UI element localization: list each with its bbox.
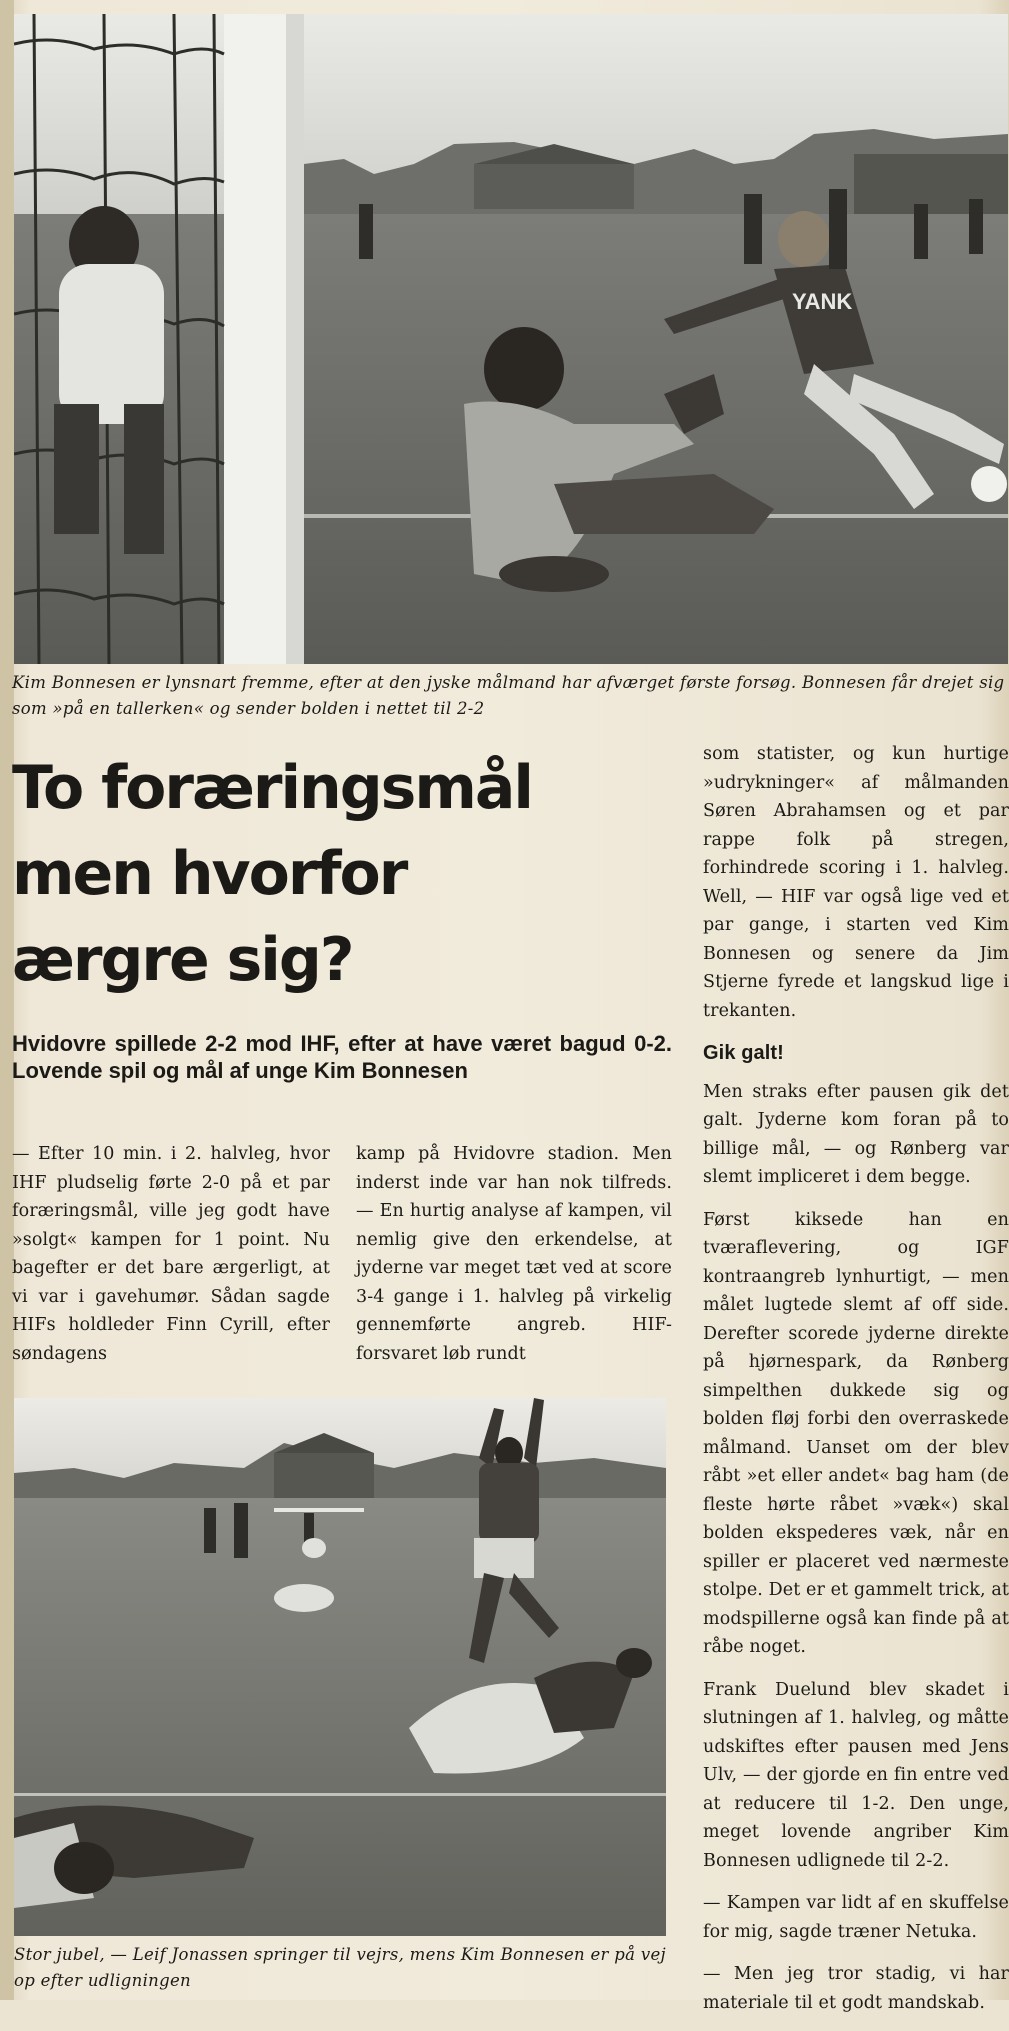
photo-caption-bottom: Stor jubel, — Leif Jonassen springer til vejrs, mens Kim Bonnesen er på vej op efter udligningen — [14, 1945, 666, 1990]
paragraph: — Kampen var lidt af en skuffelse for mig, sagde træner Netuka. — [703, 1893, 1009, 1942]
subheadline: Hvidovre spillede 2-2 mod IHF, efter at have været bagud 0-2. Lovende spil og mål af unge Kim Bonnesen — [12, 1031, 672, 1083]
match-photo-goal — [14, 14, 1008, 664]
match-photo-celebration — [14, 1398, 666, 1936]
headline-line-1: To foræringsmål — [12, 753, 532, 823]
paragraph: Men straks efter pausen gik det galt. Jyderne kom foran på to billige mål, — og Rønberg var slemt impliceret i dem begge. — [703, 1081, 1009, 1187]
headline-line-2: men hvorfor — [12, 839, 407, 909]
paragraph: som statister, og kun hurtige »udrykninger« af målmanden Søren Abrahamsen og et par rappe folk på stregen, forhindrede scoring i 1. halvleg. Well, — HIF var også lige ved et par gange, i starten ved Kim Bonnesen og senere da Jim Stjerne fyrede et langskud lige i trekanten. — [703, 744, 1009, 1021]
headline — [12, 745, 692, 1003]
article-column-2 — [356, 1140, 672, 1382]
paragraph: Frank Duelund blev skadet i slutningen af 1. halvleg, og måtte udskiftes efter pausen med Jens Ulv, — der gjorde en fin entre ved at reducere til 1-2. Den unge, meget lovende angriber Kim Bonnesen udlignede til 2-2. — [703, 1679, 1009, 1871]
photo-caption-top: Kim Bonnesen er lynsnart fremme, efter at den jyske målmand har afværget første forsøg. Bonnesen får drejet sig som »på en tallerken« og sender bolden i nettet til 2-2 — [12, 673, 1005, 718]
section-subheading: Gik galt! — [703, 1042, 784, 1064]
paragraph: kamp på Hvidovre stadion. Men inderst inde var han nok tilfreds. — En hurtig analyse af kampen, vil nemlig give den erkendelse, at jyderne var meget tæt ved at score 3-4 gange i 1. halvleg på virkelig gennemførte angreb. HIF-forsvaret løb rundt — [356, 1144, 672, 1364]
paragraph: Først kiksede han en tværaflevering, og IGF kontraangreb lynhurtigt, — men målet lugtede slemt af off side. Derefter scorede jyderne direkte på hjørnespark, da Rønberg simpelthen dukkede sig og bolden fløj forbi den overraskede målmand. Uanset om der blev råbt »et eller andet« bag ham (de fleste hørte råbet »væk«) skal bolden ekspederes væk, når en spiller er placeret ved nærmeste stolpe. Det er et gammelt trick, at modspillerne også kan finde på at råbe noget. — [703, 1209, 1009, 1657]
paragraph: — Men jeg tror stadig, vi har materiale til et godt mandskab. — [703, 1964, 1009, 2013]
article-column-3 — [703, 740, 1009, 2031]
headline-line-3: ærgre sig? — [12, 925, 353, 995]
paragraph: — Efter 10 min. i 2. halvleg, hvor IHF pludselig førte 2-0 på et par foræringsmål, ville jeg godt have »solgt« kampen for 1 point. Nu bagefter er det bare ærgerligt, at vi var i gavehumør. Sådan sagde HIFs holdleder Finn Cyrill, efter søndagens — [12, 1144, 330, 1364]
article-column-1 — [12, 1140, 330, 1382]
shirt-lettering: YANK — [792, 289, 853, 314]
